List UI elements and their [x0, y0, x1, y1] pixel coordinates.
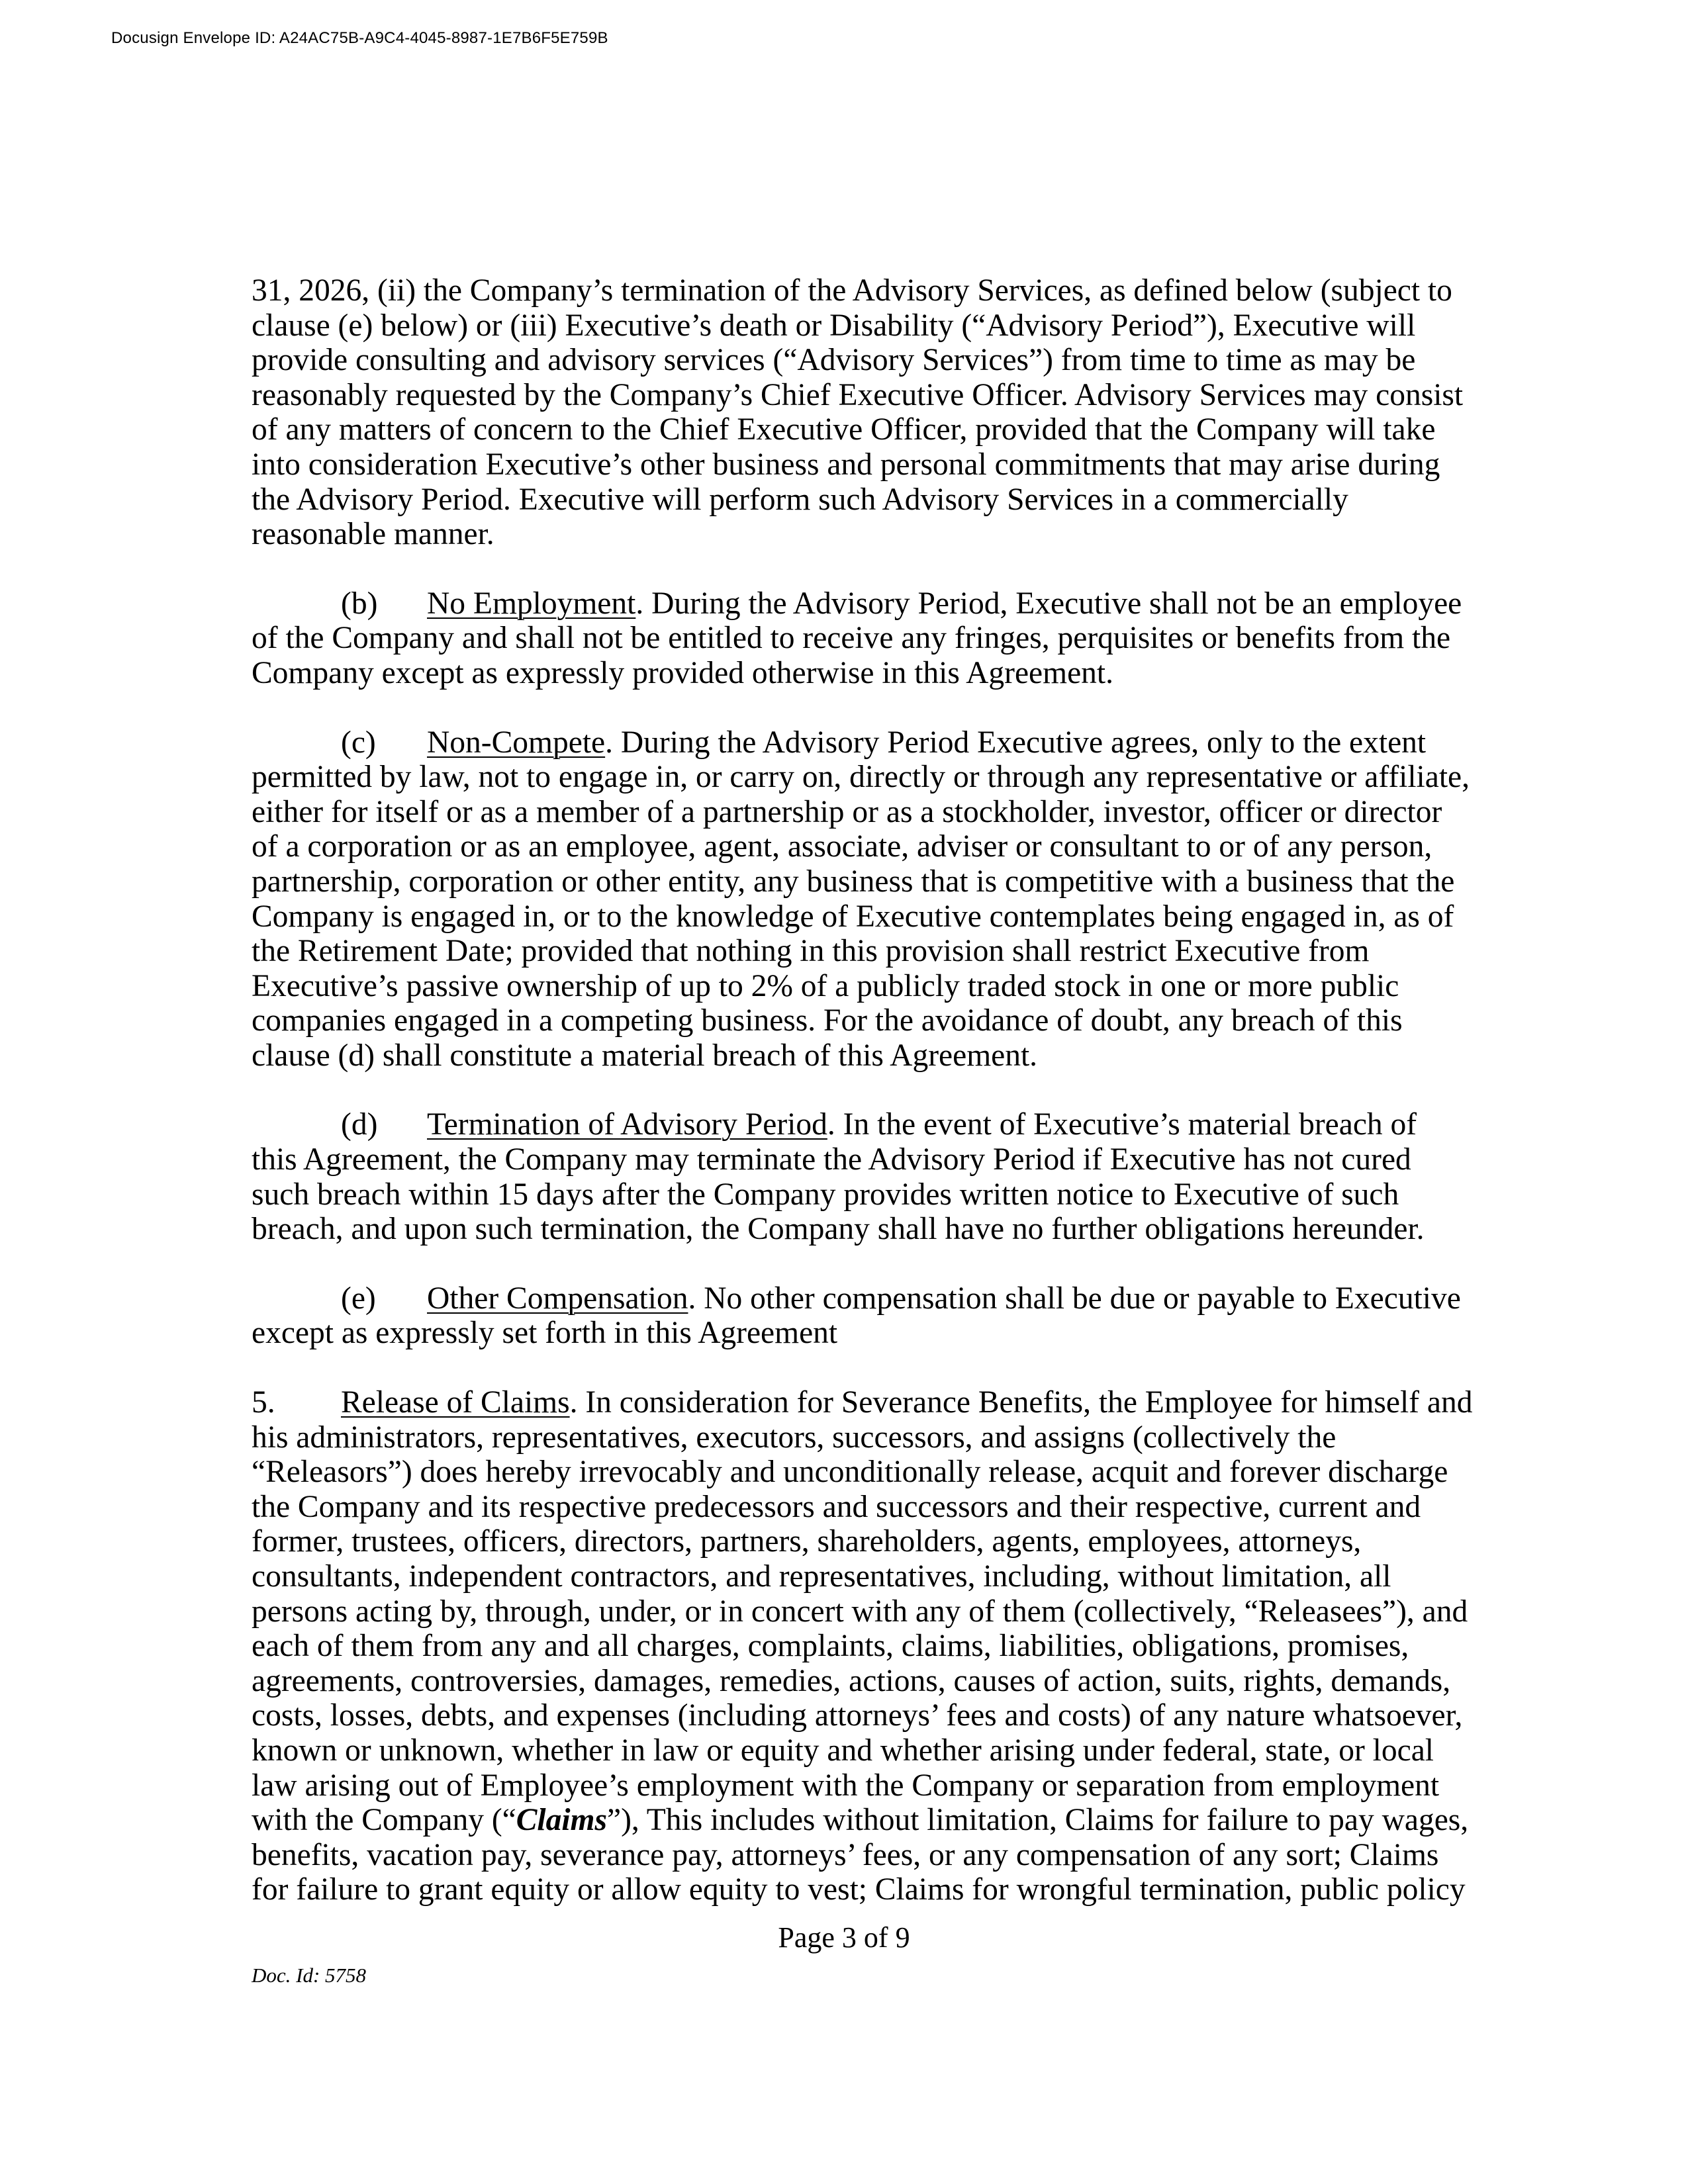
text-line: the Company and its respective predecessors and successors and their respective, current and: [252, 1489, 1421, 1524]
clause-heading: No Employment: [427, 586, 636, 621]
text-line: reasonable manner.: [252, 517, 494, 552]
text-line: for failure to grant equity or allow equity to vest; Claims for wrongful termination, public policy: [252, 1872, 1466, 1907]
clause-text: . No other compensation shall be due or payable to Executive: [688, 1281, 1461, 1316]
section-number: 5.: [252, 1385, 275, 1420]
clause-label: (d): [341, 1107, 378, 1142]
text-line: benefits, vacation pay, severance pay, attorneys’ fees, or any compensation of any sort; Claims: [252, 1837, 1439, 1872]
clause-text: . During the Advisory Period Executive agrees, only to the extent: [605, 725, 1427, 760]
claims-prefix: with the Company (“: [252, 1803, 516, 1838]
text-line: [252, 1803, 1469, 1838]
text-line: [252, 1107, 1436, 1142]
paragraph-gap: [252, 552, 1436, 586]
text-line: the Retirement Date; provided that nothing in this provision shall restrict Executive from: [252, 934, 1370, 969]
text-line: either for itself or as a member of a partnership or as a stockholder, investor, officer or director: [252, 794, 1442, 829]
text-line: “Releasors”) does hereby irrevocably and unconditionally release, acquit and forever discharge: [252, 1455, 1448, 1490]
clause-text: . In the event of Executive’s material breach of: [827, 1107, 1417, 1142]
clause-label: (c): [341, 725, 376, 760]
text-line: partnership, corporation or other entity, any business that is competitive with a business that the: [252, 864, 1455, 899]
paragraph-gap: [252, 1073, 1436, 1107]
text-line: clause (e) below) or (iii) Executive’s death or Disability (“Advisory Period”), Executive will: [252, 308, 1416, 343]
text-line: reasonably requested by the Company’s Chief Executive Officer. Advisory Services may consist: [252, 377, 1464, 412]
text-line: [252, 1385, 1473, 1420]
text-line: of a corporation or as an employee, agent, associate, adviser or consultant to or of any person,: [252, 829, 1432, 864]
paragraph-b-no-employment: [252, 586, 1462, 691]
text-line: consultants, independent contractors, and representatives, including, without limitation, all: [252, 1559, 1391, 1594]
docusign-envelope-id: Docusign Envelope ID: A24AC75B-A9C4-4045-8987-1E7B6F5E759B: [111, 29, 608, 47]
text-line: agreements, controversies, damages, remedies, actions, causes of action, suits, rights, demands,: [252, 1663, 1451, 1698]
text-line: Company is engaged in, or to the knowledge of Executive contemplates being engaged in, as of: [252, 899, 1454, 934]
text-line: breach, and upon such termination, the Company shall have no further obligations hereunder.: [252, 1212, 1425, 1247]
text-line: this Agreement, the Company may terminate the Advisory Period if Executive has not cured: [252, 1142, 1411, 1177]
text-line: costs, losses, debts, and expenses (including attorneys’ fees and costs) of any nature whatsoever,: [252, 1698, 1463, 1733]
text-line: Executive’s passive ownership of up to 2% of a publicly traded stock in one or more public: [252, 968, 1399, 1003]
text-line: [252, 1281, 1461, 1316]
paragraph-c-non-compete: [252, 725, 1470, 1073]
text-line: law arising out of Employee’s employment with the Company or separation from employment: [252, 1768, 1440, 1803]
claims-defined-term: Claims: [516, 1803, 607, 1838]
text-line: clause (d) shall constitute a material breach of this Agreement.: [252, 1038, 1038, 1073]
paragraph-d-termination: [252, 1107, 1436, 1246]
text-line: the Advisory Period. Executive will perform such Advisory Services in a commercially: [252, 482, 1348, 517]
paragraph-a-continuation: [252, 273, 1464, 552]
text-line: known or unknown, whether in law or equity and whether arising under federal, state, or local: [252, 1733, 1434, 1768]
text-line: provide consulting and advisory services (“Advisory Services”) from time to time as may be: [252, 343, 1416, 378]
clause-label: (e): [341, 1281, 376, 1316]
text-line: except as expressly set forth in this Agreement: [252, 1316, 838, 1351]
text-line: of any matters of concern to the Chief Executive Officer, provided that the Company will take: [252, 412, 1436, 447]
text-line: permitted by law, not to engage in, or carry on, directly or through any representative or affiliate,: [252, 760, 1470, 795]
text-line: [252, 586, 1462, 621]
section-heading: Release of Claims: [341, 1385, 570, 1420]
paragraph-gap: [252, 1351, 1436, 1385]
document-id: Doc. Id: 5758: [252, 1964, 367, 1987]
clause-label: (b): [341, 586, 378, 621]
clause-heading: Non-Compete: [427, 725, 606, 760]
text-line: persons acting by, through, under, or in concert with any of them (collectively, “Releasees”), and: [252, 1594, 1468, 1629]
text-line: his administrators, representatives, executors, successors, and assigns (collectively the: [252, 1420, 1336, 1455]
text-line: of the Company and shall not be entitled to receive any fringes, perquisites or benefits from the: [252, 621, 1451, 656]
clause-text: . During the Advisory Period, Executive shall not be an employee: [635, 586, 1462, 621]
text-line: such breach within 15 days after the Company provides written notice to Executive of such: [252, 1177, 1399, 1212]
text-line: companies engaged in a competing business. For the avoidance of doubt, any breach of this: [252, 1003, 1403, 1038]
section-text: . In consideration for Severance Benefits, the Employee for himself and: [569, 1385, 1473, 1420]
document-body: [252, 273, 1473, 1907]
paragraph-e-other-compensation: [252, 1281, 1461, 1351]
paragraph-gap: [252, 691, 1436, 725]
page-number: Page 3 of 9: [778, 1921, 910, 1954]
text-line: [252, 725, 1436, 760]
text-line: into consideration Executive’s other business and personal commitments that may arise during: [252, 447, 1440, 482]
text-line: 31, 2026, (ii) the Company’s termination of the Advisory Services, as defined below (subject to: [252, 273, 1452, 308]
clause-heading: Other Compensation: [427, 1281, 688, 1316]
text-line: each of them from any and all charges, complaints, claims, liabilities, obligations, promises,: [252, 1629, 1409, 1664]
text-line: Company except as expressly provided otherwise in this Agreement.: [252, 655, 1113, 690]
paragraph-gap: [252, 1247, 1436, 1281]
section-5-release-of-claims: [252, 1385, 1473, 1907]
clause-heading: Termination of Advisory Period: [427, 1107, 827, 1142]
text-line: former, trustees, officers, directors, partners, shareholders, agents, employees, attorneys,: [252, 1524, 1362, 1559]
claims-suffix: ”), This includes without limitation, Claims for failure to pay wages,: [606, 1803, 1469, 1838]
